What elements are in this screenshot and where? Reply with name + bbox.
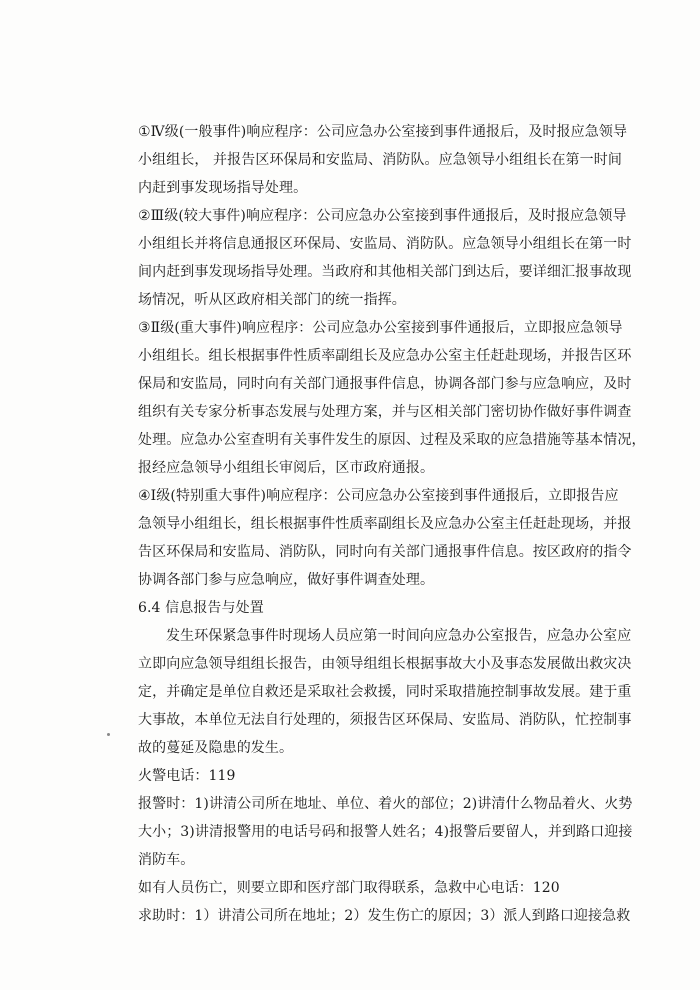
text-line: 处理。应急办公室查明有关事件发生的原因、过程及采取的应急措施等基本情况， bbox=[138, 432, 646, 448]
document-body bbox=[138, 118, 646, 930]
text-line: 小组组长。组长根据事件性质率副组长及应急办公室主任赶赴现场，并报告区环 bbox=[138, 348, 632, 364]
text-line: 告区环保局和安监局、消防队，同时向有关部门通报事件信息。按区政府的指令 bbox=[138, 544, 632, 560]
text-line: 组织有关专家分析事态发展与处理方案，并与区相关部门密切协作做好事件调查 bbox=[138, 404, 632, 420]
text-line: ③Ⅱ级(重大事件)响应程序：公司应急办公室接到事件通报后，立即报应急领导 bbox=[138, 320, 623, 336]
emergency-phone-line: 如有人员伤亡，则要立即和医疗部门取得联系，急救中心电话：120 bbox=[138, 880, 560, 896]
text-line: ④Ⅰ级(特别重大事件)响应程序：公司应急办公室接到事件通报后，立即报告应 bbox=[138, 488, 619, 504]
text-line: 内赶到事发现场指导处理。 bbox=[138, 180, 308, 196]
text-line: 大事故，本单位无法自行处理的，须报告区环保局、安监局、消防队，忙控制事 bbox=[138, 712, 632, 728]
text-line: 求助时：1）讲清公司所在地址；2）发生伤亡的原因；3）派人到路口迎接急救 bbox=[138, 908, 631, 924]
text-line: 报警时：1)讲清公司所在地址、单位、着火的部位；2)讲清什么物品着火、火势 bbox=[138, 796, 633, 812]
scan-speck bbox=[107, 733, 110, 736]
text-line: 小组组长并将信息通报区环保局、安监局、消防队。应急领导小组组长在第一时 bbox=[138, 236, 632, 252]
text-line: 立即向应急领导组组长报告，由领导组组长根据事故大小及事态发展做出救灾决 bbox=[138, 656, 632, 672]
text-line: 定，并确定是单位自救还是采取社会救援，同时采取措施控制事故发展。建于重 bbox=[138, 684, 632, 700]
text-line: 协调各部门参与应急响应，做好事件调查处理。 bbox=[138, 572, 435, 588]
text-line: 场情况，听从区政府相关部门的统一指挥。 bbox=[138, 292, 406, 308]
text-line: ①Ⅳ级(一般事件)响应程序：公司应急办公室接到事件通报后，及时报应急领导 bbox=[138, 124, 628, 140]
text-line: 间内赶到事发现场指导处理。当政府和其他相关部门到达后，要详细汇报事故现 bbox=[138, 264, 632, 280]
text-line: 保局和安监局，同时向有关部门通报事件信息，协调各部门参与应急响应，及时 bbox=[138, 376, 632, 392]
text-line: 发生环保紧急事件时现场人员应第一时间向应急办公室报告，应急办公室应 bbox=[166, 628, 632, 644]
fire-phone-line: 火警电话：119 bbox=[138, 768, 236, 784]
text-line: ②Ⅲ级(较大事件)响应程序：公司应急办公室接到事件通报后，及时报应急领导 bbox=[138, 208, 627, 224]
text-line: 报经应急领导小组组长审阅后，区市政府通报。 bbox=[138, 460, 435, 476]
text-line: 小组组长， 并报告区环保局和安监局、消防队。应急领导小组组长在第一时间 bbox=[138, 152, 622, 168]
section-heading: 6.4 信息报告与处置 bbox=[138, 600, 264, 616]
text-line: 急领导小组组长，组长根据事件性质率副组长及应急办公室主任赶赴现场，并报 bbox=[138, 516, 632, 532]
text-line: 消防车。 bbox=[138, 852, 195, 868]
text-line: 大小；3)讲清报警用的电话号码和报警人姓名；4)报警后要留人，并到路口迎接 bbox=[138, 824, 633, 840]
text-line: 故的蔓延及隐患的发生。 bbox=[138, 740, 294, 756]
